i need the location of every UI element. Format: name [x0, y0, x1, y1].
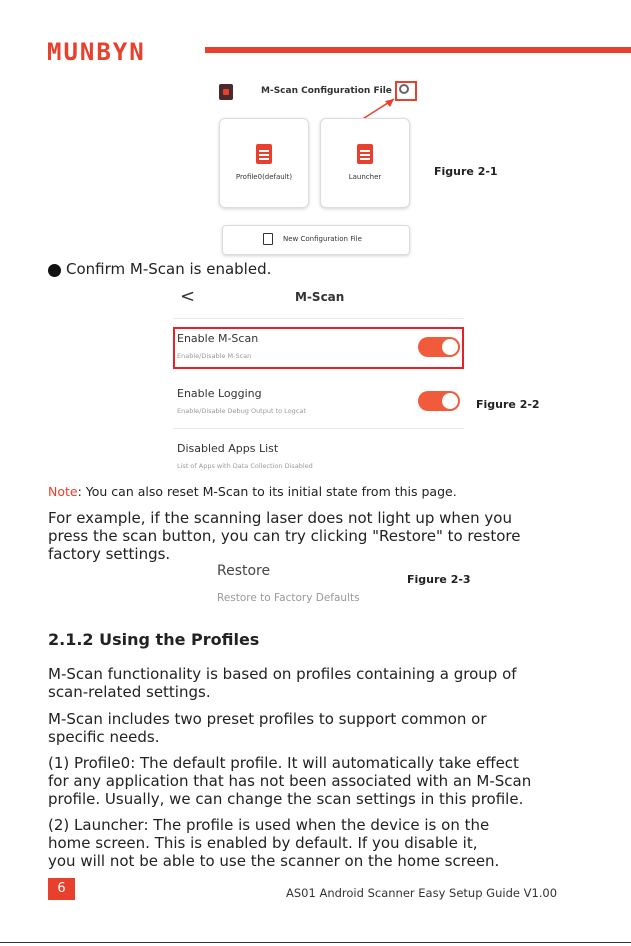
figure2-title: M-Scan	[295, 290, 345, 304]
document-icon	[256, 144, 272, 164]
disabled-apps-title[interactable]: Disabled Apps List	[177, 442, 279, 455]
divider	[174, 318, 464, 319]
paragraph-line: profile. Usually, we can change the scan settings in this profile.	[48, 790, 524, 808]
add-file-icon	[263, 233, 273, 245]
enable-mscan-sub: Enable/Disable M-Scan	[177, 352, 252, 360]
figure1-title: M-Scan Configuration File	[261, 86, 392, 96]
disabled-apps-sub: List of Apps with Data Collection Disabled	[177, 462, 313, 470]
restore-title[interactable]: Restore	[217, 563, 271, 579]
bullet-text: Confirm M-Scan is enabled.	[66, 260, 272, 278]
enable-logging-sub: Enable/Disable Debug Output to Logcat	[177, 407, 306, 415]
restore-sub: Restore to Factory Defaults	[217, 592, 360, 604]
bullet-icon	[48, 264, 61, 277]
enable-mscan-toggle[interactable]	[418, 337, 460, 357]
brand-logo: MUNBYN	[47, 38, 146, 66]
paragraph-line: (1) Profile0: The default profile. It will automatically take effect	[48, 754, 519, 772]
paragraph-line: M-Scan includes two preset profiles to support common or	[48, 710, 487, 728]
figure1-label: Figure 2-1	[434, 165, 498, 178]
section-title: 2.1.2 Using the Profiles	[48, 630, 260, 649]
back-icon[interactable]: <	[180, 286, 196, 307]
new-config-label: New Configuration File	[283, 235, 362, 243]
footer-rule	[0, 942, 631, 943]
paragraph-line: you will not be able to use the scanner on the home screen.	[48, 852, 500, 870]
note-text	[48, 484, 457, 499]
header-rule	[205, 47, 631, 53]
gear-icon[interactable]	[399, 84, 409, 94]
divider	[174, 428, 464, 429]
note-label: Note	[48, 484, 78, 499]
enable-logging-title: Enable Logging	[177, 387, 262, 400]
paragraph-line: specific needs.	[48, 728, 160, 746]
enable-logging-toggle[interactable]	[418, 391, 460, 411]
launcher-label: Launcher	[348, 173, 382, 181]
page-number: 6	[48, 878, 75, 900]
paragraph-line: scan-related settings.	[48, 683, 211, 701]
figure2-label: Figure 2-2	[476, 398, 540, 411]
document-icon	[357, 144, 373, 164]
note-body: : You can also reset M-Scan to its initial state from this page.	[77, 484, 457, 499]
paragraph-line: home screen. This is enabled by default. If you disable it,	[48, 834, 478, 852]
profile0-label: Profile0(default)	[235, 173, 293, 181]
example-line: For example, if the scanning laser does not light up when you	[48, 509, 512, 527]
app-icon	[219, 84, 233, 100]
paragraph-line: (2) Launcher: The profile is used when the device is on the	[48, 816, 490, 834]
figure3-label: Figure 2-3	[407, 573, 471, 586]
footer-text: AS01 Android Scanner Easy Setup Guide V1.00	[286, 886, 558, 900]
paragraph-line: M-Scan functionality is based on profiles containing a group of	[48, 665, 517, 683]
example-line: press the scan button, you can try clicking "Restore" to restore	[48, 527, 521, 545]
enable-mscan-title: Enable M-Scan	[177, 332, 259, 345]
example-line: factory settings.	[48, 545, 171, 563]
paragraph-line: for any application that has not been associated with an M-Scan	[48, 772, 532, 790]
